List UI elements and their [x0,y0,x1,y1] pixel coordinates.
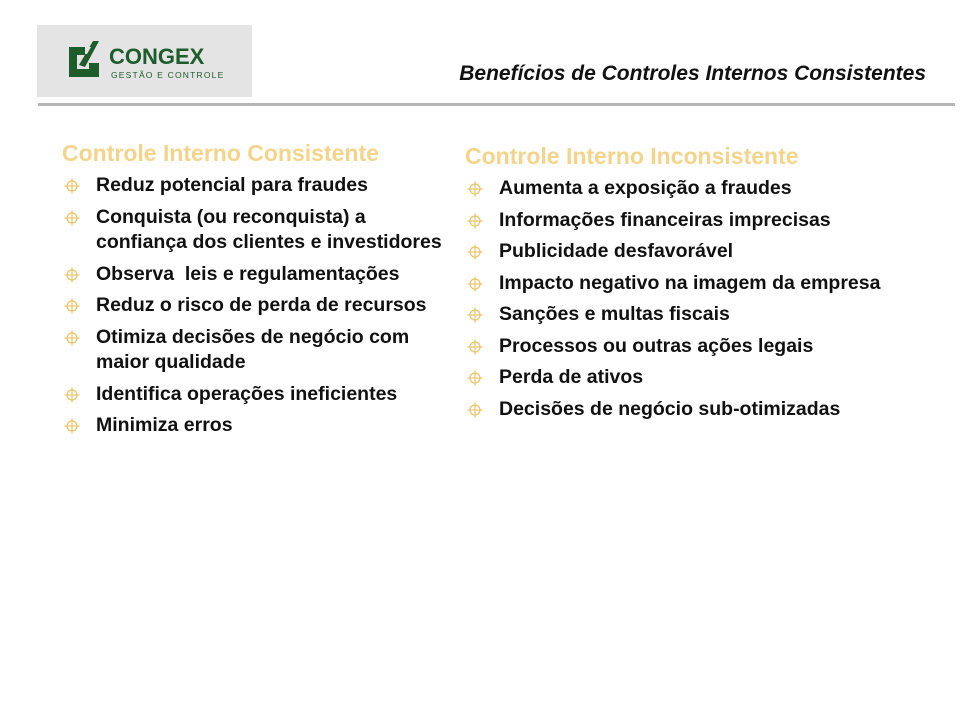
list-item [465,397,885,423]
consistent-control-column [62,139,442,445]
list-item [62,262,442,288]
crosshair-circle-icon [467,339,483,355]
list-item [62,325,442,376]
list-item [465,334,885,360]
list-item-text: Otimiza decisões de negócio com maior qualidade [96,325,410,373]
crosshair-circle-icon [64,210,80,226]
title-divider [38,103,955,106]
inconsistent-control-column [465,142,885,428]
list-item [62,293,442,319]
list-item-text: Processos ou outras ações legais [499,334,814,357]
list-item [62,413,442,439]
crosshair-circle-icon [64,267,80,283]
list-item [465,176,885,202]
crosshair-circle-icon [467,276,483,292]
crosshair-circle-icon [467,402,483,418]
inconsistent-control-heading: Controle Interno Inconsistente [465,143,799,169]
crosshair-circle-icon [64,387,80,403]
consistent-control-list [62,173,442,439]
list-item-text: Informações financeiras imprecisas [499,208,831,231]
list-item [465,239,885,265]
crosshair-circle-icon [64,330,80,346]
crosshair-circle-icon [467,244,483,260]
inconsistent-control-list [465,176,885,422]
crosshair-circle-icon [467,307,483,323]
slide-title: Benefícios de Controles Internos Consistentes [459,62,926,85]
logo-name: CONGEX [109,44,205,69]
list-item [465,208,885,234]
logo-tagline: GESTÃO E CONTROLE [111,70,225,80]
consistent-control-heading: Controle Interno Consistente [62,140,379,166]
list-item-text: Decisões de negócio sub-otimizadas [499,397,841,420]
list-item-text: Identifica operações ineficientes [96,382,398,405]
list-item-text: Minimiza erros [96,414,233,436]
list-item-text: Observa leis e regulamentações [96,262,400,285]
list-item-text: Impacto negativo na imagem da empresa [499,271,881,294]
list-item-text: Reduz potencial para fraudes [96,174,368,196]
crosshair-circle-icon [467,213,483,229]
list-item [465,271,885,297]
crosshair-circle-icon [64,298,80,314]
list-item-text: Conquista (ou reconquista) a confiança dos clientes e investidores [96,205,442,253]
list-item-text: Publicidade desfavorável [499,240,734,262]
list-item-text: Perda de ativos [499,366,644,388]
crosshair-circle-icon [467,370,483,386]
list-item [465,365,885,391]
list-item-text: Reduz o risco de perda de recursos [96,294,427,316]
list-item [62,382,442,408]
list-item [465,302,885,328]
list-item-text: Aumenta a exposição a fraudes [499,177,792,199]
crosshair-circle-icon [467,181,483,197]
crosshair-circle-icon [64,418,80,434]
company-logo [37,25,252,97]
list-item [62,173,442,199]
logo-mark-icon [65,37,105,81]
list-item [62,205,442,256]
list-item-text: Sanções e multas fiscais [499,303,730,325]
crosshair-circle-icon [64,178,80,194]
